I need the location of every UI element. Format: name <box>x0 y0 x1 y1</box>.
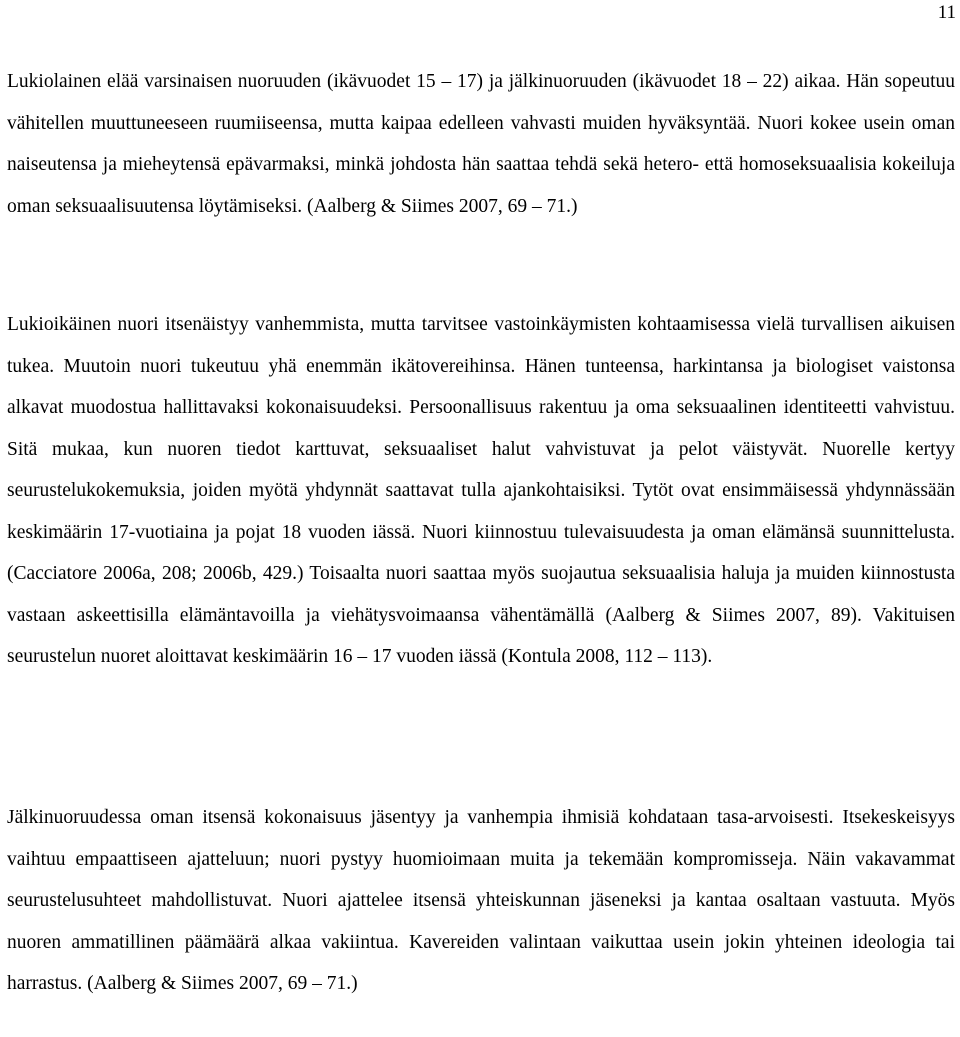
paragraph-1: Lukiolainen elää varsinaisen nuoruuden (ikävuodet 15 – 17) ja jälkinuoruuden (ikävuodet 18 – 22) aikaa. Hän sopeutuu vähitellen muuttuneeseen ruumiiseensa, mutta kaipaa edelleen vahvasti muiden hyväksyntää. Nuori kokee usein oman naiseutensa ja mieheytensä epävarmaksi, minkä johdosta hän saattaa tehdä sekä hetero- että homoseksuaalisia kokeiluja oman seksuaalisuutensa löytämiseksi. (Aalberg & Siimes 2007, 69 – 71.) <box>7 71 955 217</box>
paragraph-3: Jälkinuoruudessa oman itsensä kokonaisuus jäsentyy ja vanhempia ihmisiä kohdataan tasa-arvoisesti. Itsekeskeisyys vaihtuu empaattiseen ajatteluun; nuori pystyy huomioimaan muita ja tekemään kompromisseja. Näin vakavammat seurustelusuhteet mahdollistuvat. Nuori ajattelee itsensä yhteiskunnan jäseneksi ja kantaa osaltaan vastuuta. Myös nuoren ammatillinen päämäärä alkaa vakiintua. Kavereiden valintaan vaikuttaa usein jokin yhteinen ideologia tai harrastus. (Aalberg & Siimes 2007, 69 – 71.) <box>7 807 955 994</box>
page-number: 11 <box>937 2 956 23</box>
paragraph-2: Lukioikäinen nuori itsenäistyy vanhemmista, mutta tarvitsee vastoinkäymisten kohtaamisessa vielä turvallisen aikuisen tukea. Muutoin nuori tukeutuu yhä enemmän ikätovereihinsa. Hänen tunteensa, harkintansa ja biologiset vaistonsa alkavat muodostua hallittavaksi kokonaisuudeksi. Persoonallisuus rakentuu ja oma seksuaalinen identiteetti vahvistuu. Sitä mukaa, kun nuoren tiedot karttuvat, seksuaaliset halut vahvistuvat ja pelot väistyvät. Nuorelle kertyy seurustelukokemuksia, joiden myötä yhdynnät saattavat tulla ajankohtaisiksi. Tytöt ovat ensimmäisessä yhdynnässään keskimäärin 17-vuotiaina ja pojat 18 vuoden iässä. Nuori kiinnostuu tulevaisuudesta ja oman elämänsä suunnittelusta. (Cacciatore 2006a, 208; 2006b, 429.) Toisaalta nuori saattaa myös suojautua seksuaalisia haluja ja muiden kiinnostusta vastaan askeettisilla elämäntavoilla ja viehätysvoimaansa vähentämällä (Aalberg & Siimes 2007, 89). Vakituisen seurustelun nuoret aloittavat keskimäärin 16 – 17 vuoden iässä (Kontula 2008, 112 – 113). <box>7 314 955 667</box>
